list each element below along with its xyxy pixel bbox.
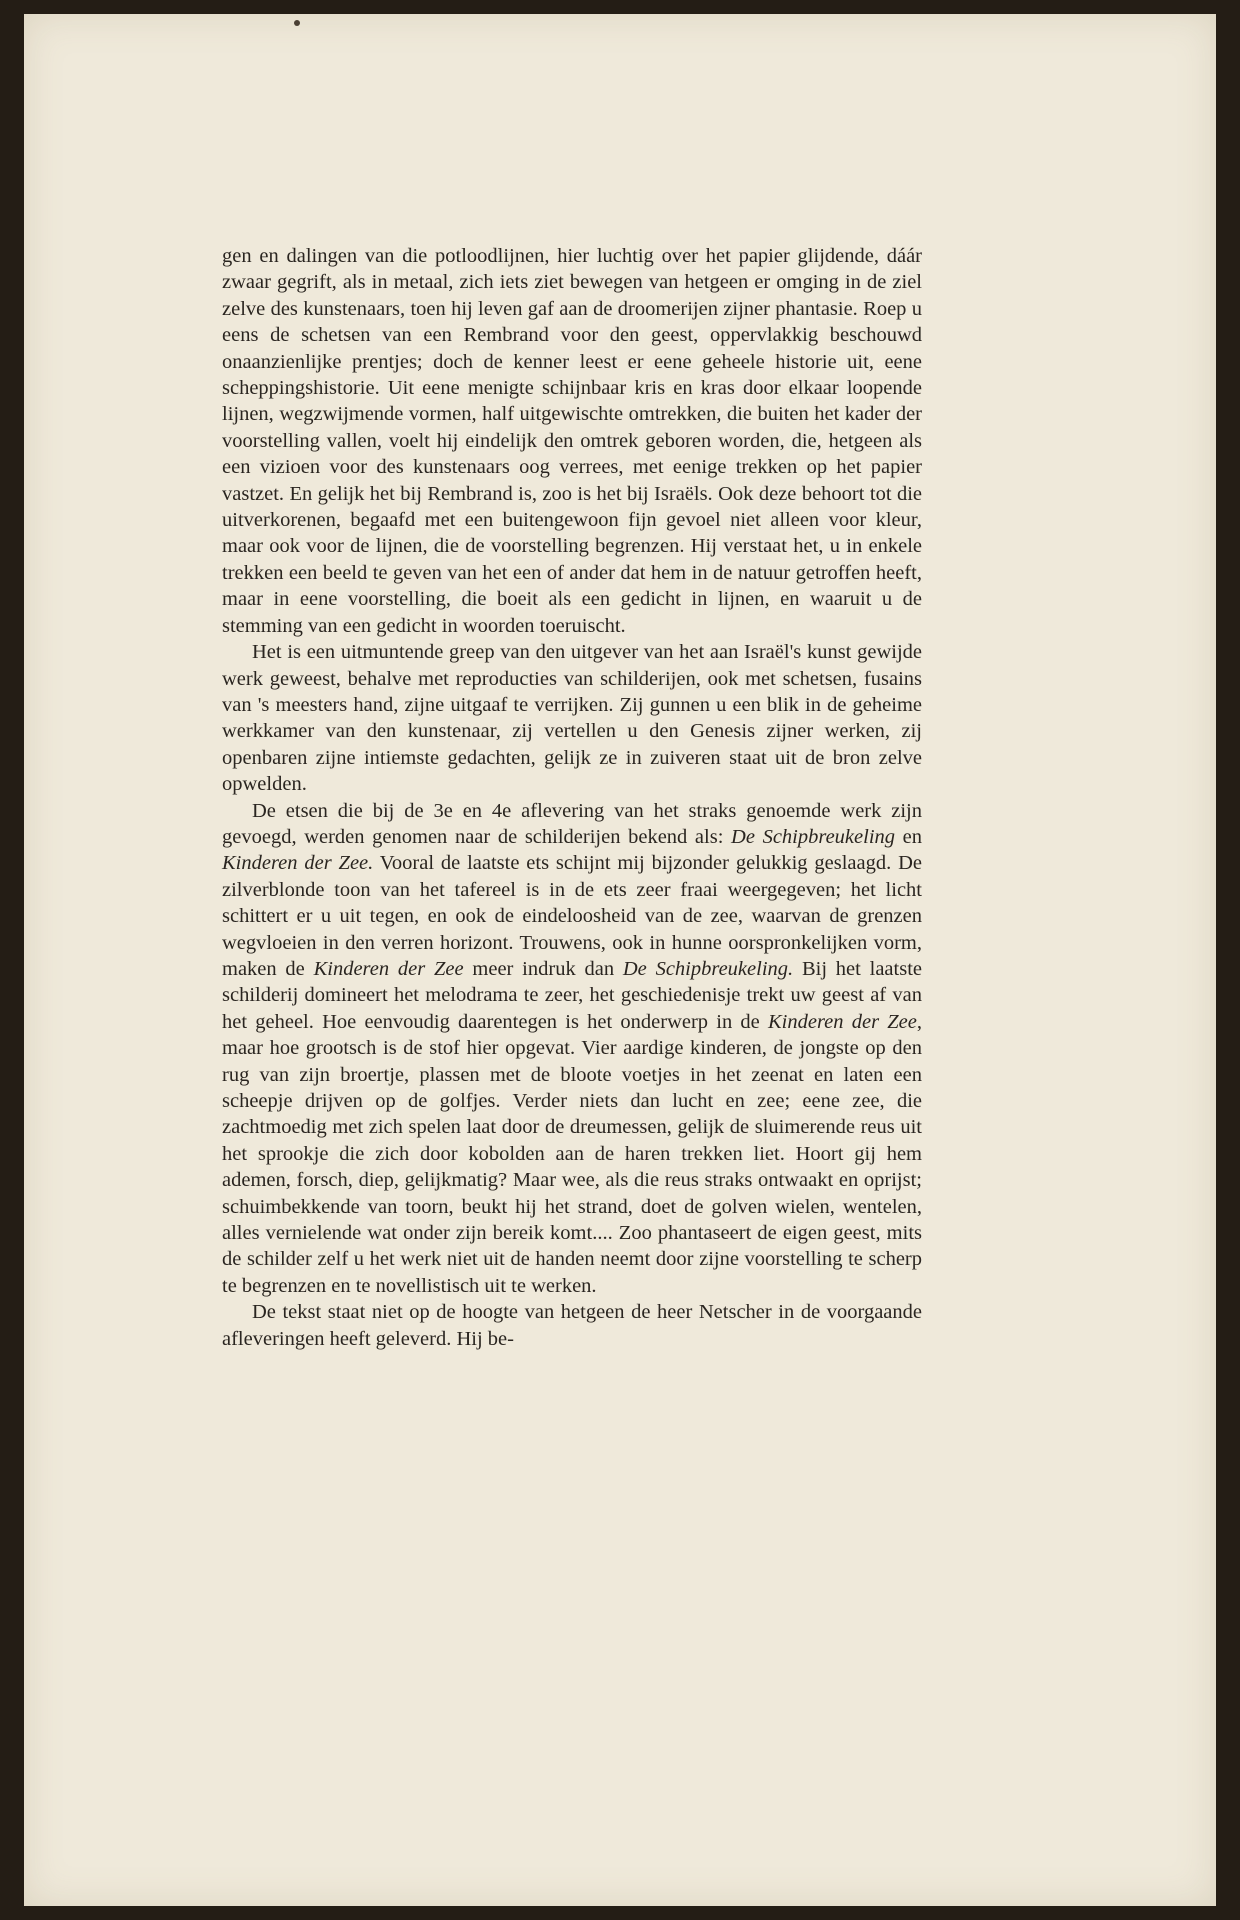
text-segment: , maar hoe grootsch is de stof hier opgevat. Vier aardige kinderen, de jongste op den rug van zijn broertje, plassen met de bloote voetjes in het zeenat en laten een scheepje drijven op de golfjes. Verder niets dan lucht en zee; eene zee, die zachtmoedig met zich spelen laat door de dreumessen, gelijk de sluimerende reus uit het sprookje die zich door kobolden aan de haren trekken liet. Hoort gij hem ademen, forsch, diep, gelijkmatig? Maar wee, als die reus straks ontwaakt en oprijst; schuimbekkende van toorn, beukt hij het strand, doet de golven wielen, wentelen, alles vernielende wat onder zijn bereik komt.... Zoo phantaseert de eigen geest, mits de schilder zelf u het werk niet uit de handen neemt door zijne voorstelling te scherp te begrenzen en te novellistisch uit te werken. xyxy=(222,1010,922,1297)
paragraph-4 xyxy=(222,1299,922,1352)
text-segment: Bij het laatste schilderij domineert het melodrama te zeer, het geschiedenisje trekt uw geest af van het geheel. Hoe eenvoudig daarentegen is het onderwerp in de xyxy=(222,957,922,1033)
text-segment: meer indruk dan xyxy=(463,957,623,980)
italic-title: Kinderen der Zee xyxy=(767,1010,917,1033)
italic-title: Kinderen der Zee. xyxy=(222,852,374,875)
italic-title: Kinderen der Zee xyxy=(313,957,464,980)
paragraph-3 xyxy=(222,798,922,1300)
italic-title: De Schipbreukeling. xyxy=(622,957,794,980)
italic-title: De Schipbreukeling xyxy=(731,825,896,848)
body-text xyxy=(222,243,922,1352)
text-segment: gen en dalingen van die potloodlijnen, hier luchtig over het papier glijdende, dáár zwaar gegrift, als in metaal, zich iets ziet bewegen van hetgeen er omging in de ziel zelve des kunstenaars, toen hij leven gaf aan de droomerijen zijner phantasie. Roep u eens de schetsen van een Rembrand voor den geest, oppervlakkig beschouwd onaanzienlijke prentjes; doch de kenner leest er eene geheele historie uit, eene scheppingshistorie. Uit eene menigte schijnbaar kris en kras door elkaar loopende lijnen, wegzwijmende vormen, half uitgewischte omtrekken, die buiten het kader der voorstelling vallen, voelt hij eindelijk den omtrek geboren worden, die, hetgeen als een vizioen voor des kunstenaars oog verrees, met eenige trekken op het papier vastzet. En gelijk het bij Rembrand is, zoo is het bij Israëls. Ook deze behoort tot die uitverkorenen, begaafd met een buitengewoon fijn gevoel niet alleen voor kleur, maar ook voor de lijnen, die de voorstelling begrenzen. Hij verstaat het, u in enkele trekken een beeld te geven van het een of ander dat hem in de natuur getroffen heeft, maar in eene voorstelling, die boeit als een gedicht in lijnen, en waaruit u de stemming van een gedicht in woorden toeruischt. xyxy=(222,245,922,637)
paragraph-2 xyxy=(222,639,922,797)
text-segment: Het is een uitmuntende greep van den uitgever van het aan Israël's kunst gewijde werk geweest, behalve met reproducties van schilderijen, ook met schetsen, fusains van 's meesters hand, zijne uitgaaf te verrijken. Zij gunnen u een blik in de geheime werkkamer van den kunstenaar, zij vertellen u den Genesis zijner werken, zij openbaren zijne intiemste gedachten, gelijk ze in zuiveren staat uit de bron zelve opwelden. xyxy=(222,641,922,796)
ink-spot xyxy=(294,20,300,26)
text-segment: en xyxy=(895,825,922,848)
text-segment: Vooral de laatste ets schijnt mij bijzonder gelukkig geslaagd. De zilverblonde toon van het tafereel is in de ets zeer fraai weergegeven; het licht schittert er u uit tegen, en ook de eindeloosheid van de zee, waarvan de grenzen wegvloeien in den verren horizont. Trouwens, ook in hunne oorspronkelijken vorm, maken de xyxy=(222,852,922,980)
paragraph-1 xyxy=(222,243,922,639)
text-segment: De tekst staat niet op de hoogte van hetgeen de heer Netscher in de voorgaande afleveringen heeft geleverd. Hij be- xyxy=(222,1301,922,1350)
text-segment: De etsen die bij de 3e en 4e aflevering van het straks genoemde werk zijn gevoegd, werden genomen naar de schilderijen bekend als: xyxy=(222,799,922,848)
